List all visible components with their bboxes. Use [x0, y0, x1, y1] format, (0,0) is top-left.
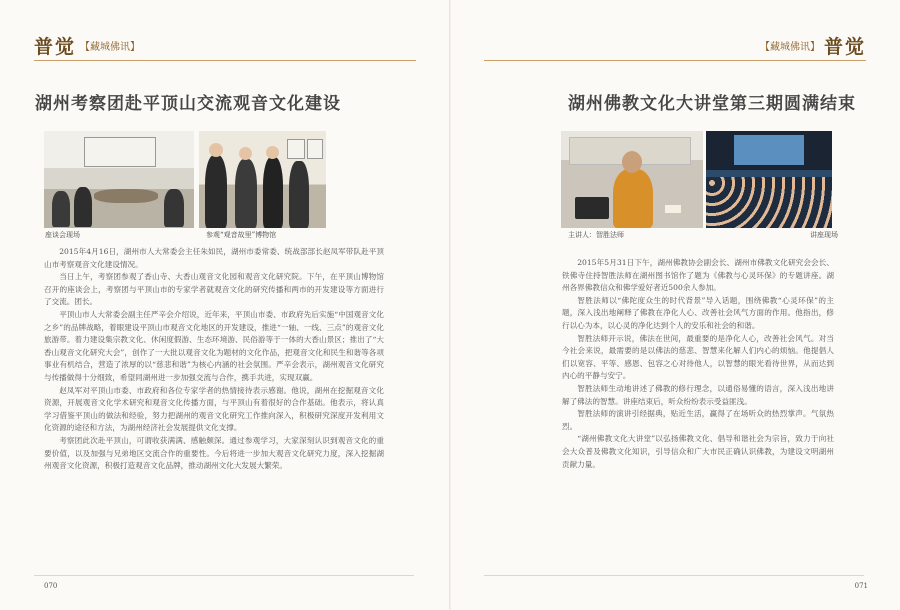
- left-footer-rule: [34, 575, 414, 576]
- paragraph: 赵凤军对平顶山市委、市政府和各位专家学者的热情接待表示感谢。他说，湖州在挖掘观音文化资源，开展观音文化学术研究和观音文化传播方面，与平顶山有着很好的合作基础。他表示，将认真学习借鉴平顶山的做法和经验，努力把湖州的观音文化研究工作推向深入，积极研究深度开发利用文化资源的途径和方法，为湖州经济社会发展提供文化支撑。: [44, 385, 384, 433]
- monk-head: [622, 151, 642, 173]
- paragraph: 2015年4月16日，湖州市人大常委会主任朱如民，湖州市委常委、统战部部长赵凤军带队赴平顶山市考察观音文化建设情况。: [44, 247, 384, 269]
- person-figure: [205, 155, 227, 228]
- person-figure: [164, 189, 184, 227]
- paragraph: “湖州佛教文化大讲堂”以弘扬佛教文化、倡导和谐社会为宗旨，致力于向社会大众普及佛教文化知识，引导信众和广大市民正确认识佛教，为建设文明湖州贡献力量。: [562, 434, 834, 469]
- laptop: [575, 197, 609, 219]
- person-figure: [263, 157, 283, 228]
- monk-figure: [613, 169, 653, 228]
- person-figure: [289, 161, 309, 228]
- person-head: [266, 146, 279, 159]
- left-logo: 普觉: [34, 36, 77, 58]
- person-figure: [52, 191, 70, 227]
- right-header: [756, 32, 866, 59]
- right-article-body: [562, 257, 834, 471]
- person-head: [239, 147, 252, 160]
- right-header-rule: [484, 60, 866, 61]
- right-article-title: 湖州佛教文化大讲堂第三期圆满结束: [568, 94, 856, 114]
- wall-frame: [287, 139, 305, 159]
- name-plate: [665, 205, 681, 213]
- projection-screen: [734, 135, 804, 165]
- paragraph: 平顶山市人大常委会副主任严辛会介绍说，近年来，平顶山市委、市政府先后实施“中国观音文化之乡”的品牌战略，着眼建设平顶山市观音文化地区的开发建设，推进“一轴、一线、三点”的观音文化旅游带。着力建设集宗教文化、休闲度假游、生态环境游、民俗游等于一体的大香山景区；推出了“大香山观音文化研究大会”，创作了一大批以观音文化为题材的文化作品，把观音文化和民生和谐等各项事业有机结合，营造了浓厚的以“慈悲和谐”为核心内涵的社会氛围。严辛会表示，湖州观音文化研究与传播做得十分细致，希望同湖州进一步加强交流与合作，携手共进，实现双赢。: [44, 309, 384, 382]
- right-photo1-caption: 主讲人：智胜法师: [568, 231, 624, 239]
- right-column-tag: 【藏城佛讯】: [759, 42, 820, 53]
- wall-screen: [84, 137, 156, 167]
- left-article-title: 湖州考察团赴平顶山交流观音文化建设: [35, 94, 341, 114]
- meeting-table: [94, 189, 158, 203]
- paragraph: 考察团此次赴平顶山，可谓收获满满、感触颇深。通过参观学习，大家深刻认识到观音文化的重要价值，以及加强与兄弟地区交流合作的重要性。今后将进一步加大观音文化研究力度，深入挖掘湖州观音文化资源，积极打造观音文化品牌，推动湖州文化大发展大繁荣。: [44, 435, 384, 471]
- right-footer-rule: [484, 575, 864, 576]
- left-meeting-photo: [44, 131, 194, 228]
- right-logo: 普觉: [823, 36, 866, 58]
- left-header: [34, 32, 144, 59]
- wall-frame: [307, 139, 323, 159]
- paragraph: 智胜法师生动地讲述了佛教的修行理念，以通俗易懂的语言，深入浅出地讲解了佛法的智慧。讲座结束后，听众纷纷表示受益匪浅。: [562, 383, 834, 406]
- audience-crowd: [706, 177, 832, 228]
- paragraph: 智胜法师以“佛陀度众生的时代背景”导入话题，围绕佛教“心灵环保”的主题，深入浅出地阐释了佛教在净化人心、改善社会风气方面的作用。他指出，修行以心为本，以心灵的净化达到个人的安乐和社会的和谐。: [562, 295, 834, 330]
- left-header-rule: [34, 60, 416, 61]
- person-figure: [235, 159, 257, 228]
- left-page-number: 070: [44, 582, 58, 590]
- paragraph: 智胜法师开示说，佛法在世间，最重要的是净化人心，改善社会风气。对当今社会来说，最需要的是以佛法的慈悲、智慧来化解人们内心的烦恼。他提倡人们以宽容、平等、感恩、包容之心对待他人，以智慧的眼光看待世界，从而达到内心的平静与安宁。: [562, 333, 834, 381]
- left-photo2-caption: 参观“观音故里”博物馆: [206, 231, 277, 239]
- right-audience-photo: [706, 131, 832, 228]
- paragraph: 2015年5月31日下午，湖州佛教协会副会长、湖州市佛教文化研究会会长、铁佛寺住持智胜法师在湖州图书馆作了题为《佛教与心灵环保》的专题讲座。湖州各界佛教信众和佛学爱好者近500余人参加。: [562, 258, 834, 293]
- right-speaker-photo: [561, 131, 703, 228]
- right-photo2-caption: 讲座现场: [810, 231, 838, 239]
- person-figure: [74, 187, 92, 227]
- left-column-tag: 【藏城佛讯】: [80, 42, 141, 53]
- left-photo1-caption: 座谈会现场: [45, 231, 80, 239]
- right-page: [450, 0, 900, 610]
- paragraph: 智胜法师的演讲引经据典，贴近生活，赢得了在场听众的热烈掌声。气氛热烈。: [562, 409, 834, 431]
- person-head: [209, 143, 223, 157]
- right-page-number: 071: [854, 582, 868, 590]
- left-article-body: [44, 246, 384, 473]
- left-museum-photo: [199, 131, 326, 228]
- paragraph: 当日上午，考察团参观了香山寺、大香山观音文化园和观音文化研究院。下午，在平顶山博物馆召开的座谈会上，考察团与平顶山市的专家学者就观音文化的研究传播和两市的开发建设等方面进行了交流。团长。: [44, 272, 384, 307]
